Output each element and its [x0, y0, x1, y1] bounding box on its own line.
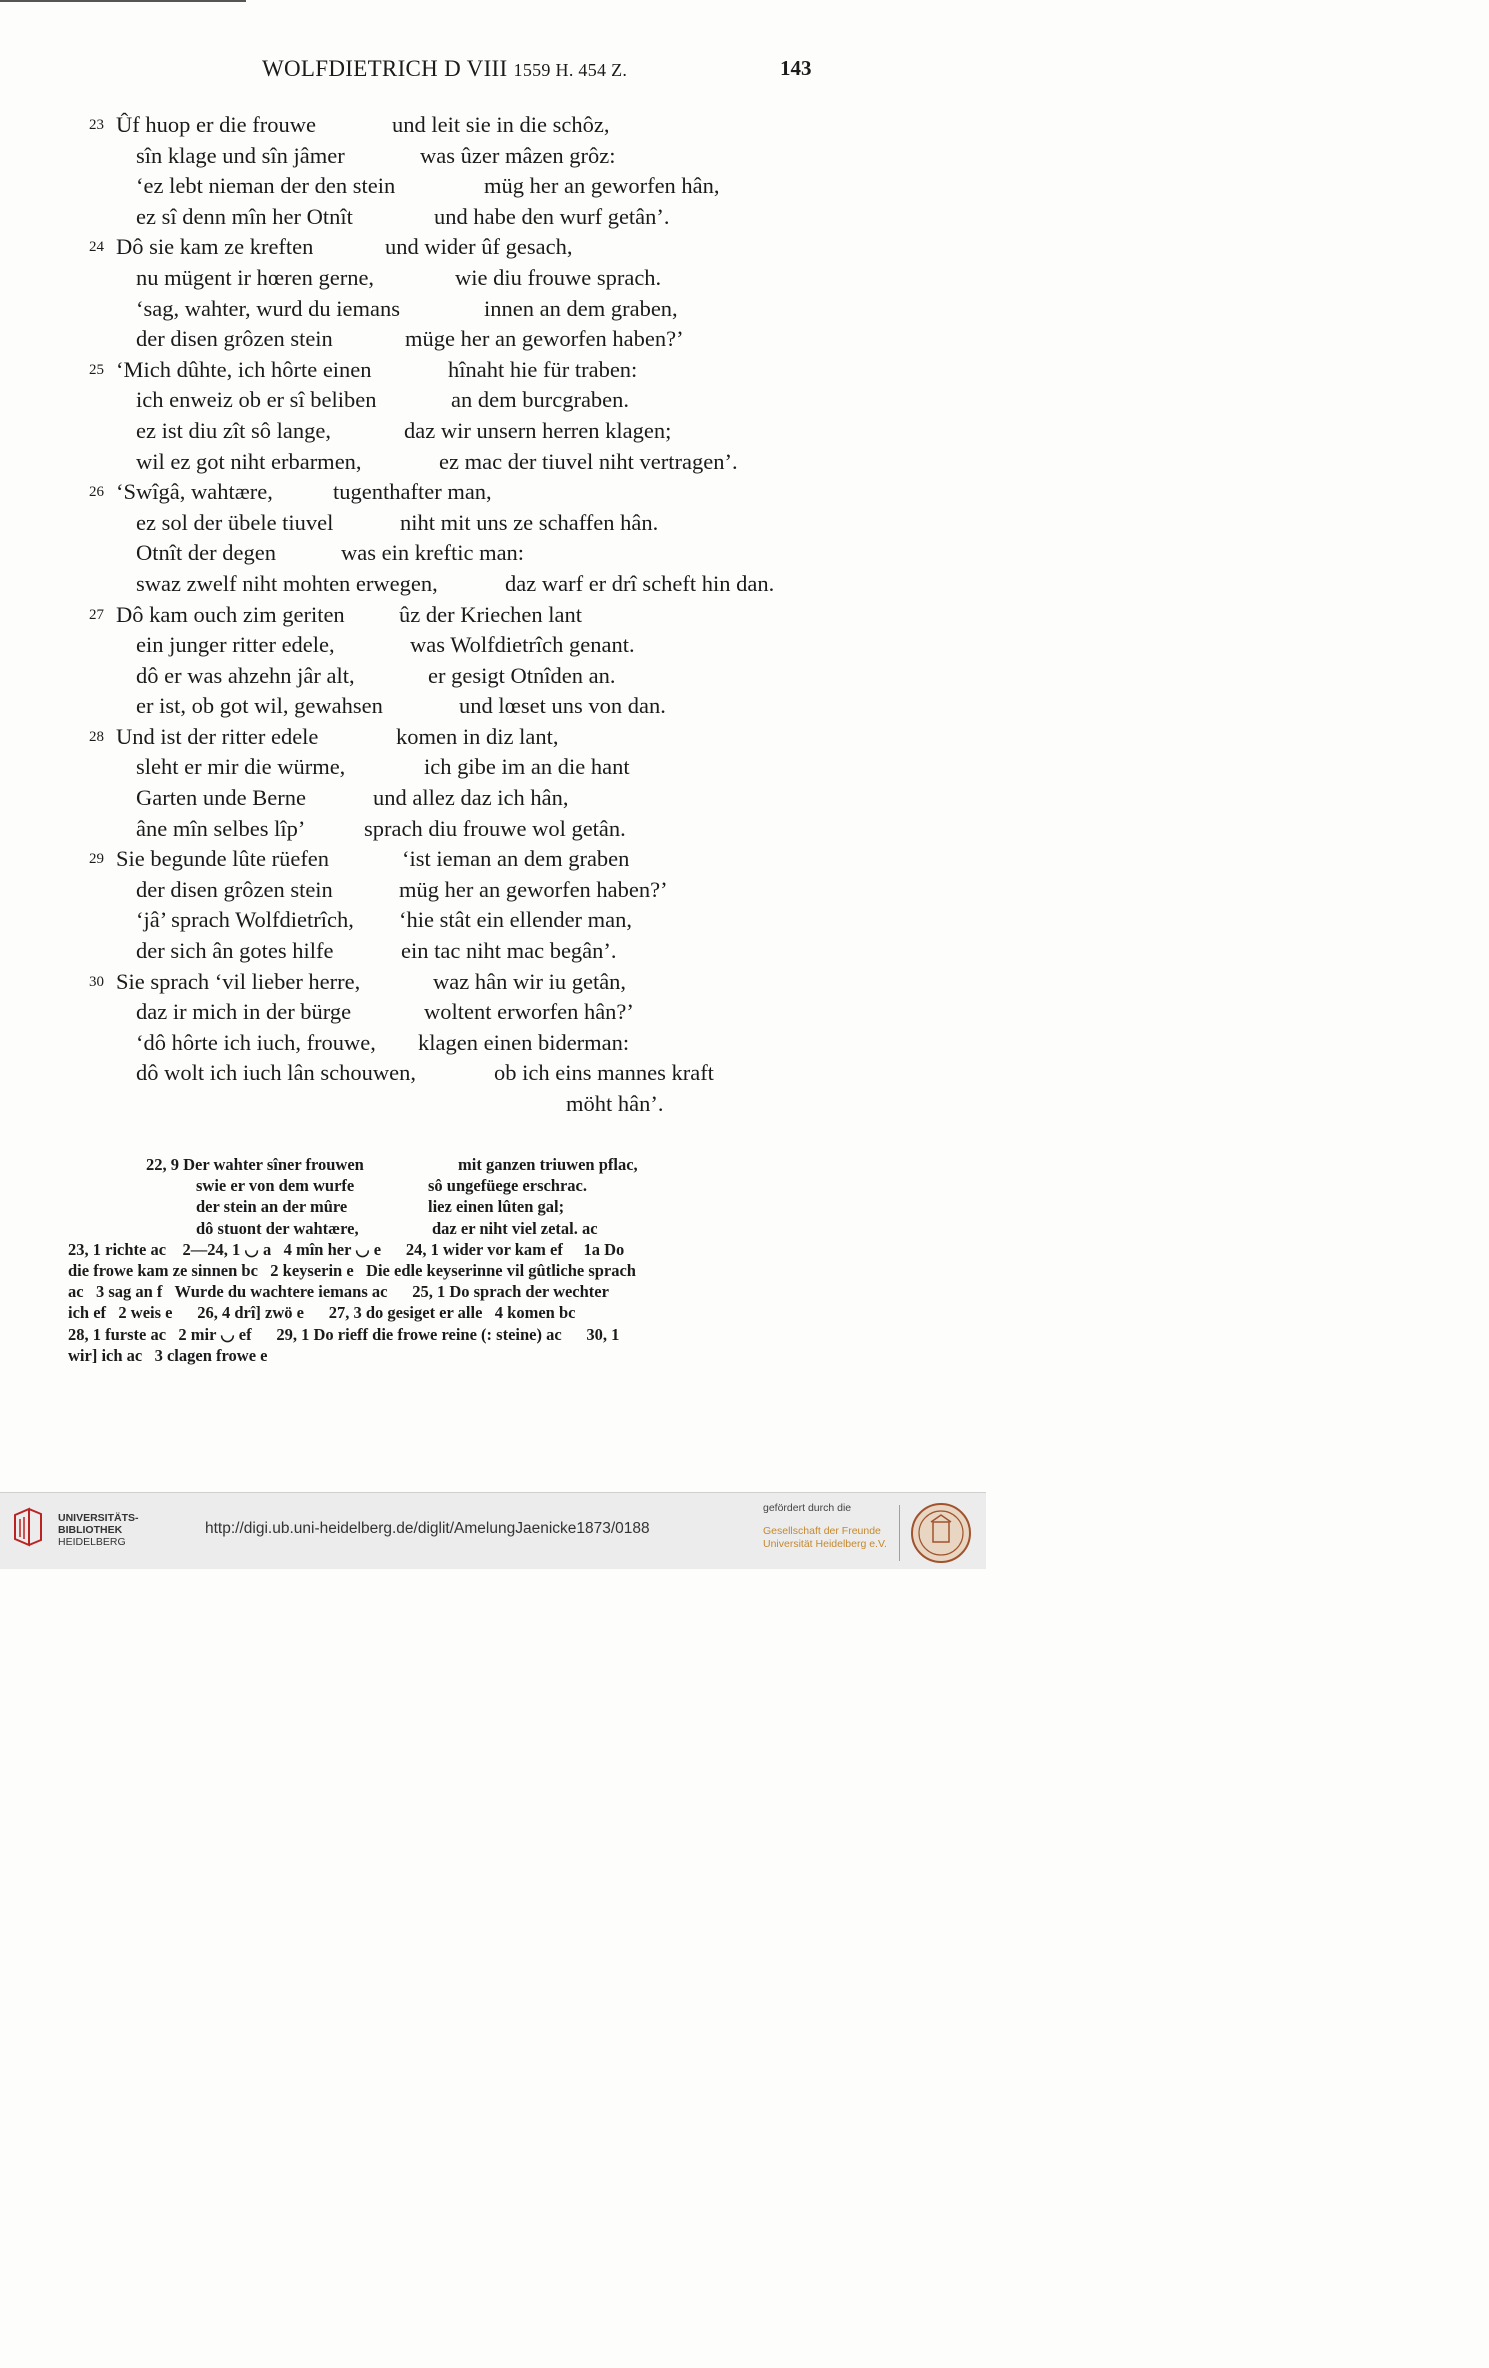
half-line-first: der disen grôzen stein	[136, 326, 333, 352]
half-line-first: ein junger ritter edele,	[136, 632, 335, 658]
verse-line	[0, 1060, 986, 1091]
sponsor-divider	[899, 1505, 900, 1561]
stanza-number: 24	[89, 239, 104, 256]
verse-line	[0, 693, 986, 724]
footnote-verse-line	[0, 1155, 986, 1176]
half-line-first: swaz zwelf niht mohten erwegen,	[136, 570, 438, 596]
half-line-second: daz warf er drî scheft hin dan.	[505, 570, 775, 596]
half-line-first: ‘ez lebt nieman der den stein	[136, 173, 396, 199]
half-line-first: âne mîn selbes lîp’	[136, 815, 306, 841]
half-line-first: Dô sie kam ze kreften	[116, 234, 314, 260]
half-line-second: und habe den wurf getân’.	[434, 203, 670, 229]
verse-line	[0, 602, 986, 633]
footnote-text: ich ef 2 weis e 26, 4 drî] zwö e 27, 3 do gesiget er alle 4 komen bc	[68, 1303, 576, 1323]
stanza-number: 26	[89, 484, 104, 501]
half-line-first: daz ir mich in der bürge	[136, 999, 352, 1025]
half-line-second: woltent erworfen hân?’	[424, 999, 634, 1025]
verse-line	[0, 296, 986, 327]
half-line-second: was ein kreftic man:	[341, 540, 525, 566]
verse-line	[0, 112, 986, 143]
footnotes	[0, 1155, 986, 1367]
stanza-number: 25	[89, 361, 104, 378]
half-line-second: ‘hie stât ein ellender man,	[399, 907, 633, 933]
footnote-half-line: swie er von dem wurfe	[196, 1176, 355, 1196]
half-line-second: an dem burcgraben.	[451, 387, 630, 413]
footnote-text: 23, 1 richte ac 2—24, 1 ◡ a 4 mîn her ◡ e 24, 1 wider vor kam ef 1a Do	[68, 1239, 625, 1259]
half-line-second: was Wolfdietrîch genant.	[410, 632, 635, 658]
footnote-verse-line	[0, 1176, 986, 1197]
footnote-text: die frowe kam ze sinnen bc 2 keyserin e Die edle keyserinne vil gûtliche sprach	[68, 1260, 636, 1280]
verse-line	[0, 479, 986, 510]
footnote-line	[0, 1346, 986, 1367]
half-line-second: er gesigt Otnîden an.	[428, 662, 616, 688]
footnote-verse-line	[0, 1219, 986, 1240]
verse-line	[0, 418, 986, 449]
half-line-first: Sie begunde lûte rüefen	[116, 846, 330, 872]
verse-line	[0, 632, 986, 663]
half-line-second: niht mit uns ze schaffen hân.	[400, 509, 659, 535]
half-line-second: klagen einen biderman:	[418, 1029, 630, 1055]
half-line-second: innen an dem graben,	[484, 295, 678, 321]
half-line-second: und leit sie in die schôz,	[392, 112, 610, 137]
top-rule	[0, 0, 246, 2]
half-line-second: waz hân wir iu getân,	[433, 968, 627, 994]
half-line-second: wie diu frouwe sprach.	[455, 264, 662, 290]
footnote-line	[0, 1303, 986, 1324]
viewer-footer-bar	[0, 1492, 986, 1569]
footnote-half-line: mit ganzen triuwen pflac,	[458, 1155, 638, 1174]
stanza-number: 27	[89, 606, 104, 623]
half-line-second: möht hân’.	[566, 1091, 664, 1116]
stanza-number: 28	[89, 728, 104, 745]
half-line-first: der disen grôzen stein	[136, 876, 333, 902]
half-line-first: sîn klage und sîn jâmer	[136, 142, 345, 168]
verse-line	[0, 724, 986, 755]
half-line-first: Otnît der degen	[136, 540, 276, 566]
half-line-first: nu mügent ir hœren gerne,	[136, 264, 375, 290]
permalink-url[interactable]: http://digi.ub.uni-heidelberg.de/diglit/AmelungJaenicke1873/0188	[205, 1520, 650, 1537]
half-line-second: ein tac niht mac begân’.	[401, 938, 617, 964]
half-line-first: Dô kam ouch zim geriten	[116, 601, 345, 627]
footnote-half-line: der stein an der mûre	[196, 1197, 348, 1217]
stanza-number: 29	[89, 851, 104, 868]
footnote-verse-line	[0, 1197, 986, 1218]
verse-line	[0, 387, 986, 418]
half-line-second: ûz der Kriechen lant	[399, 601, 583, 627]
half-line-first: ‘sag, wahter, wurd du iemans	[136, 295, 401, 321]
verse-line	[0, 234, 986, 265]
half-line-second: und wider ûf gesach,	[385, 234, 573, 260]
half-line-first: er ist, ob got wil, gewahsen	[136, 693, 383, 719]
footnote-text: 28, 1 furste ac 2 mir ◡ ef 29, 1 Do rieff die frowe reine (: steine) ac 30, 1	[68, 1324, 620, 1344]
verse-line	[0, 663, 986, 694]
verse-line	[0, 173, 986, 204]
verse-line	[0, 265, 986, 296]
verse-line	[0, 1091, 986, 1122]
half-line-first: ‘jâ’ sprach Wolfdietrîch,	[136, 907, 354, 933]
running-title-ref: 1559 H. 454 Z.	[513, 60, 628, 80]
footnote-half-line: daz er niht viel zetal. ac	[432, 1218, 598, 1238]
half-line-second: ez mac der tiuvel niht vertragen’.	[439, 448, 738, 474]
verse-line	[0, 938, 986, 969]
footnote-line	[0, 1282, 986, 1303]
half-line-first: ez ist diu zît sô lange,	[136, 417, 331, 443]
verse-line	[0, 999, 986, 1030]
half-line-second: komen in diz lant,	[396, 723, 559, 749]
half-line-second: ob ich eins mannes kraft	[494, 1060, 714, 1086]
footnote-half-line: 22, 9 Der wahter sîner frouwen	[146, 1155, 364, 1174]
half-line-first: Sie sprach ‘vil lieber herre,	[116, 968, 361, 994]
half-line-first: dô wolt ich iuch lân schouwen,	[136, 1060, 416, 1086]
footnote-line	[0, 1261, 986, 1282]
verse-line	[0, 571, 986, 602]
half-line-first: ‘Mich dûhte, ich hôrte einen	[116, 356, 372, 382]
verse-line	[0, 143, 986, 174]
stanza-number: 23	[89, 117, 104, 133]
page-header	[0, 56, 986, 84]
half-line-second: tugenthafter man,	[333, 479, 492, 505]
verse-line	[0, 907, 986, 938]
half-line-second: müg her an geworfen hân,	[484, 173, 720, 199]
footnote-line	[0, 1240, 986, 1261]
library-logo-icon	[12, 1507, 44, 1547]
footnote-half-line: liez einen lûten gal;	[428, 1197, 565, 1217]
verse-line	[0, 877, 986, 908]
verse-line	[0, 1030, 986, 1061]
half-line-first: ‘dô hôrte ich iuch, frouwe,	[136, 1029, 376, 1055]
footnote-half-line: sô ungefüege erschrac.	[428, 1176, 588, 1196]
verse-line	[0, 204, 986, 235]
half-line-first: Und ist der ritter edele	[116, 723, 319, 749]
verse-line	[0, 540, 986, 571]
half-line-first: ez sî denn mîn her Otnît	[136, 203, 353, 229]
half-line-first: Ûf huop er die frouwe	[116, 112, 316, 137]
verse-line	[0, 510, 986, 541]
half-line-first: ez sol der übele tiuvel	[136, 509, 334, 535]
half-line-second: sprach diu frouwe wol getân.	[364, 815, 626, 841]
verse-text	[0, 112, 986, 1122]
university-seal-icon	[908, 1502, 974, 1564]
sponsor-credit: gefördert durch die Gesellschaft der Freunde Universität Heidelberg e.V.	[763, 1502, 887, 1550]
half-line-first: dô er was ahzehn jâr alt,	[136, 662, 355, 688]
half-line-second: ‘ist ieman an dem graben	[402, 846, 630, 872]
footnote-text: wir] ich ac 3 clagen frowe e	[68, 1345, 268, 1365]
verse-line	[0, 754, 986, 785]
footnote-half-line: dô stuont der wahtære,	[196, 1218, 359, 1238]
half-line-first: sleht er mir die würme,	[136, 754, 346, 780]
verse-line	[0, 969, 986, 1000]
stanza-number: 30	[89, 973, 104, 990]
verse-line	[0, 785, 986, 816]
verse-line	[0, 816, 986, 847]
half-line-second: hînaht hie für traben:	[448, 356, 638, 382]
half-line-second: müge her an geworfen haben?’	[405, 326, 684, 352]
verse-line	[0, 449, 986, 480]
half-line-second: was ûzer mâzen grôz:	[420, 142, 616, 168]
half-line-second: und allez daz ich hân,	[373, 785, 569, 811]
half-line-first: der sich ân gotes hilfe	[136, 938, 334, 964]
half-line-second: müg her an geworfen haben?’	[399, 876, 668, 902]
half-line-second: ich gibe im an die hant	[424, 754, 630, 780]
verse-line	[0, 326, 986, 357]
running-title	[262, 56, 627, 82]
half-line-second: und lœset uns von dan.	[459, 693, 666, 719]
page-number: 143	[780, 56, 812, 80]
verse-line	[0, 357, 986, 388]
half-line-second: daz wir unsern herren klagen;	[404, 417, 672, 443]
footnote-text: ac 3 sag an f Wurde du wachtere iemans ac 25, 1 Do sprach der wechter	[68, 1282, 609, 1302]
half-line-first: ‘Swîgâ, wahtære,	[116, 479, 273, 505]
verse-line	[0, 846, 986, 877]
running-title-text: WOLFDIETRICH D VIII	[262, 56, 508, 81]
half-line-first: Garten unde Berne	[136, 785, 306, 811]
footnote-line	[0, 1325, 986, 1346]
library-name: UNIVERSITÄTS- BIBLIOTHEK HEIDELBERG	[58, 1512, 139, 1548]
half-line-first: ich enweiz ob er sî beliben	[136, 387, 377, 413]
half-line-first: wil ez got niht erbarmen,	[136, 448, 362, 474]
